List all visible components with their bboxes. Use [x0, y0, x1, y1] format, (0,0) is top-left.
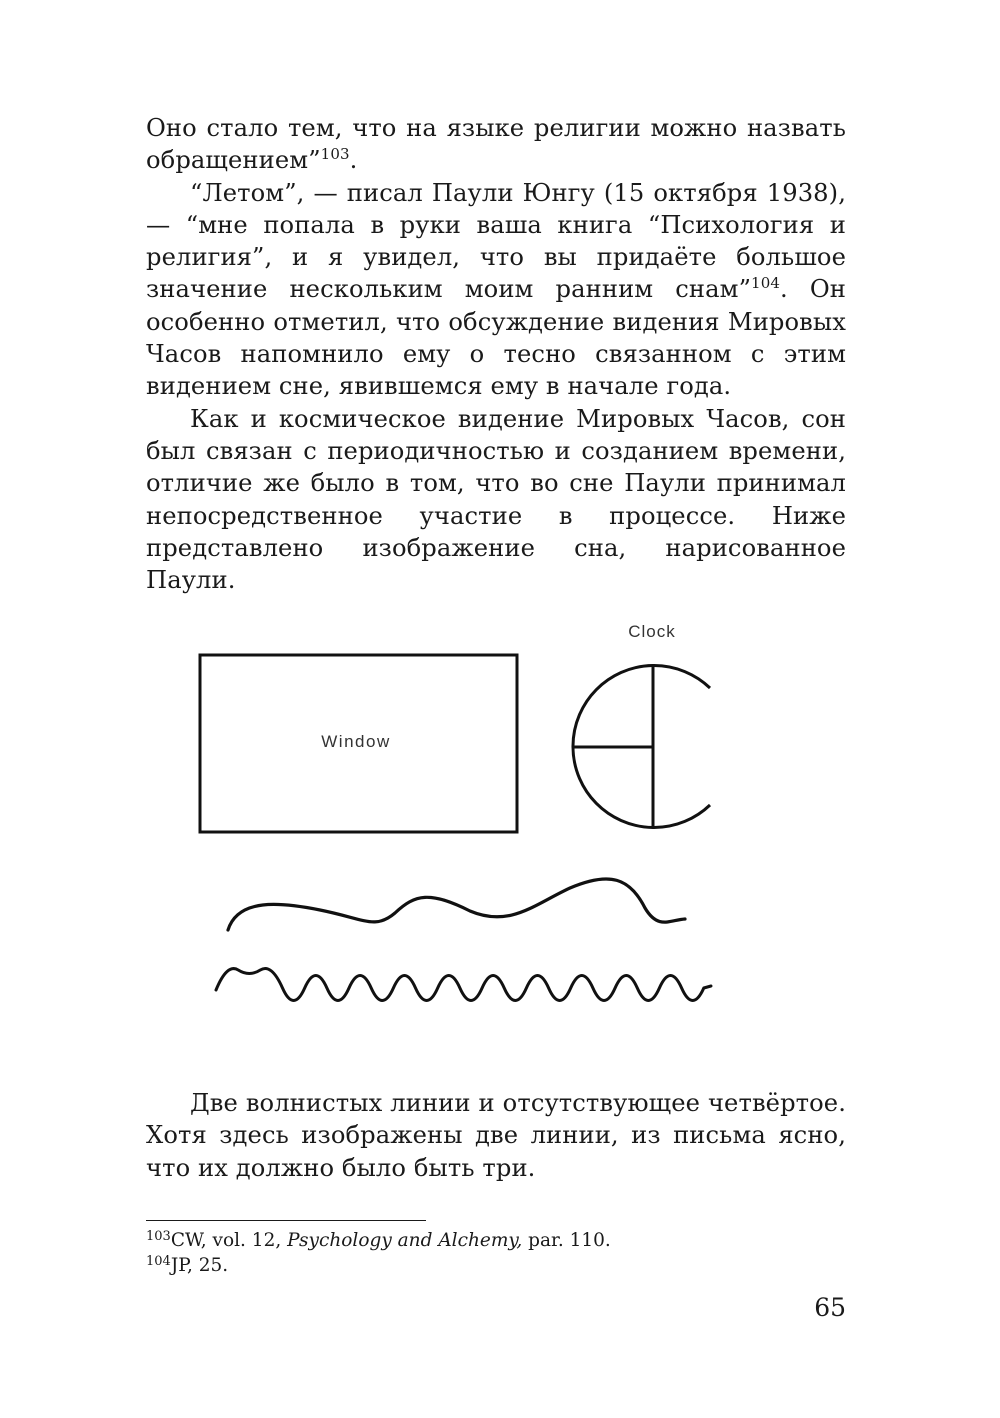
- page-number: 65: [814, 1293, 846, 1322]
- footnote-104: $^{104}$JP, 25.: [146, 1254, 229, 1276]
- paragraph-2: “Летом”, — писал Паули Юнгу (15 октября 1938), — “мне попала в руки ваша книга “Психология и религия”, и я увидел, что вы придаёте большое значение нескольким моим ранним снам”$^{104}$. Он особенно отметил, что обсуждение видения Мировых Часов напомнило ему о тесно связанном с этим видением сне, явившемся ему в начале года.: [146, 178, 846, 401]
- paragraph-1: Оно стало тем, что на языке религии можно назвать обращением”$^{103}$.: [146, 114, 846, 175]
- wavy-line-lower: [216, 968, 711, 1000]
- window-label: Window: [321, 732, 391, 751]
- clock-label: Clock: [628, 622, 676, 641]
- footnote-divider: [146, 1220, 426, 1221]
- footnotes: [146, 1228, 611, 1278]
- footnote-ref-103[interactable]: 103: [320, 145, 350, 164]
- wavy-line-upper: [228, 879, 685, 930]
- footnote-ref-104[interactable]: 104: [751, 274, 780, 293]
- pauli-dream-drawing: [190, 608, 730, 1028]
- footnote-103: $^{103}$CW, vol. 12, Psychology and Alchemy, par. 110.: [146, 1229, 611, 1251]
- main-text-lower: [146, 1087, 846, 1184]
- main-text-upper: [146, 112, 846, 596]
- paragraph-4: Две волнистых линии и отсутствующее четвёртое. Хотя здесь изображены две линии, из письма ясно, что их должно было быть три.: [146, 1089, 846, 1182]
- paragraph-3: Как и космическое видение Мировых Часов, сон был связан с периодичностью и созданием времени, отличие же было в том, что во сне Паули принимал непосредственное участие в процессе. Ниже представлено изображение сна, нарисованное Паули.: [146, 404, 846, 595]
